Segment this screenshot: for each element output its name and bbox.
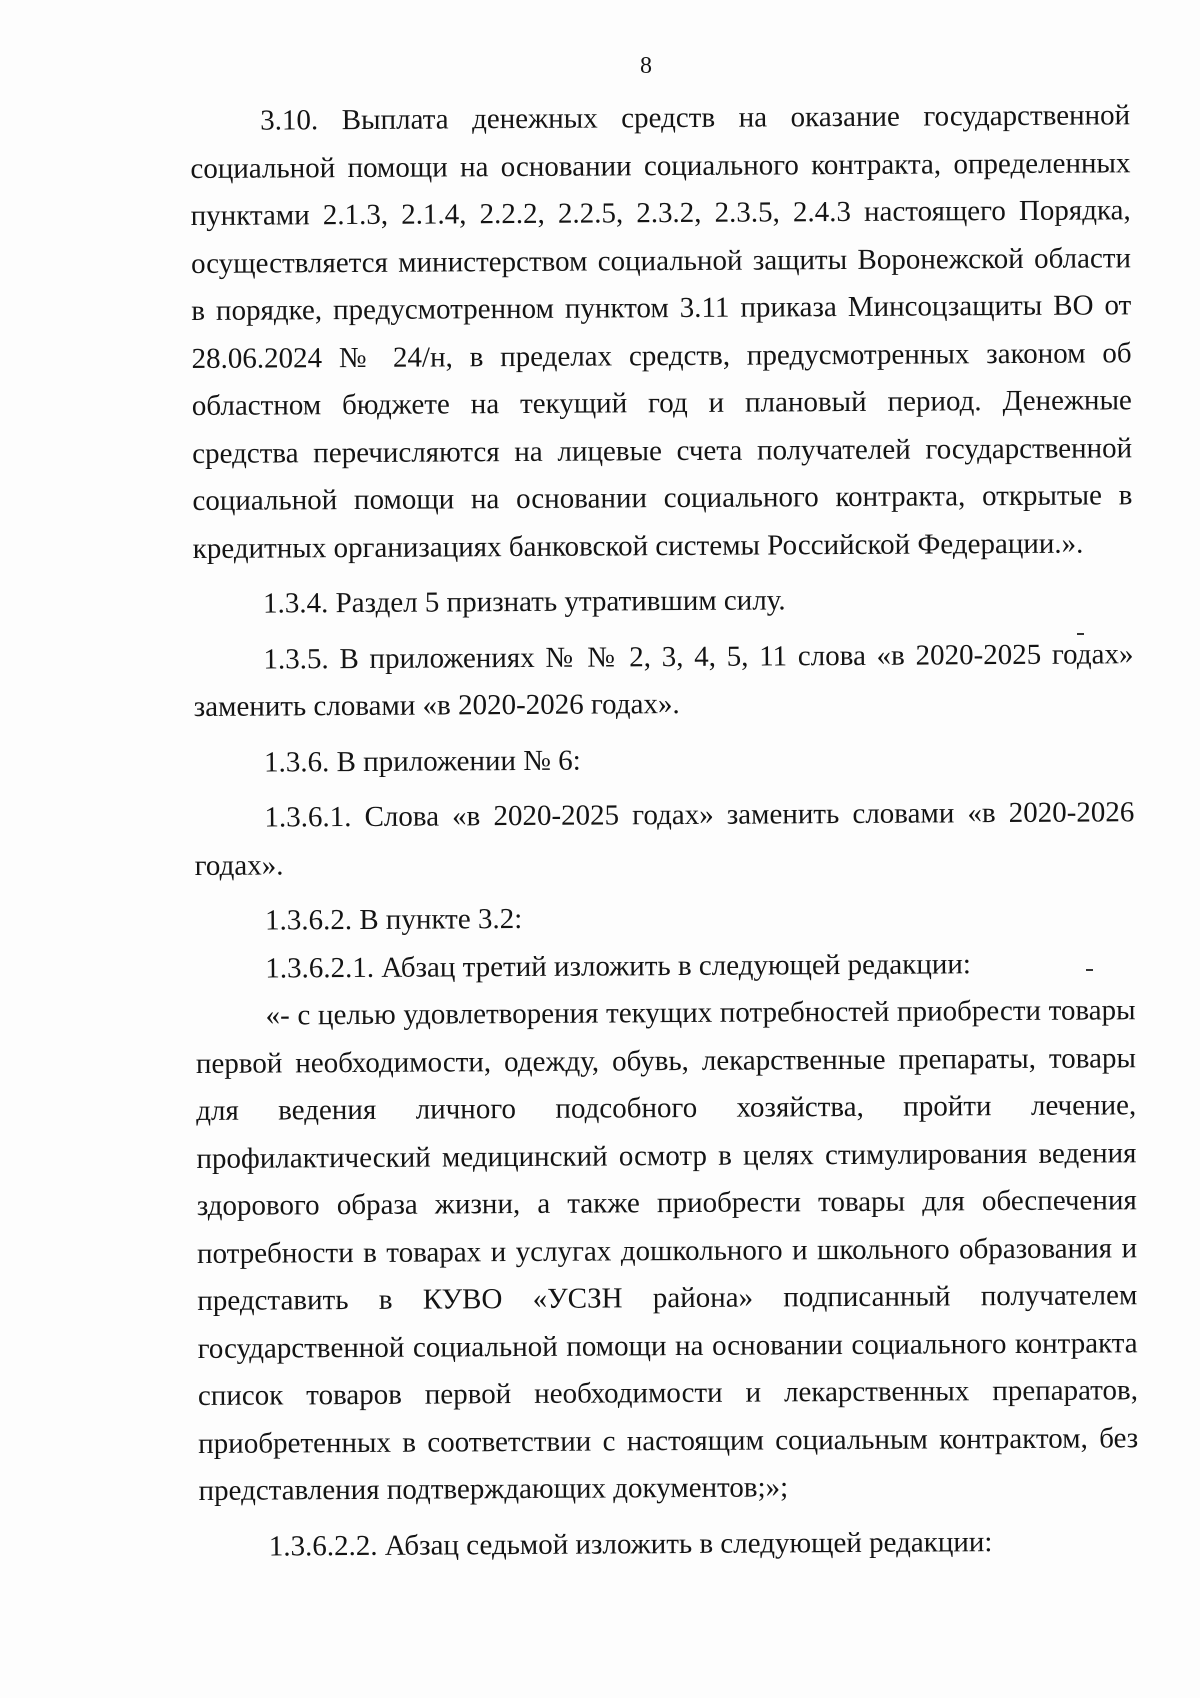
scan-mark <box>1077 633 1084 635</box>
scan-mark <box>1086 969 1093 971</box>
paragraph-1-3-6-1: 1.3.6.1. Слова «в 2020-2025 годах» заменить словами «в 2020-2026 годах». <box>194 796 1135 882</box>
paragraph-1-3-6-2: 1.3.6.2. В пункте 3.2: <box>264 902 523 937</box>
page-number: 8 <box>640 53 652 79</box>
paragraph-1-3-6-2-2: 1.3.6.2.2. Абзац седьмой изложить в следующей редакции: <box>268 1525 993 1563</box>
document-body <box>190 92 1139 1571</box>
paragraph-3-10: 3.10. Выплата денежных средств на оказание государственной социальной помощи на основании социального контракта, определенных пунктами 2.1.3, 2.1.4, 2.2.2, 2.2.5, 2.3.2, 2.3.5, 2.4.3 настоящего Порядка, осуществляется министерством социальной защиты Воронежской области в порядке, предусмотренном пунктом 3.11 приказа Минсоцзащиты ВО от 28.06.2024 № 24/н, в пределах средств, предусмотренных законом об областном бюджете на текущий год и плановый период. Денежные средства перечисляются на лицевые счета получателей государственной социальной помощи на основании социального контракта, открытые в кредитных организациях банковской системы Российской Федерации.». <box>190 99 1133 565</box>
paragraph-1-3-5: 1.3.5. В приложениях № № 2, 3, 4, 5, 11 слова «в 2020-2025 годах» заменить словами «в 2020-2026 годах». <box>193 637 1134 723</box>
paragraph-quoted-amendment: «- с целью удовлетворения текущих потребностей приобрести товары первой необходимости, одежду, обувь, лекарственные препараты, товары для ведения личного подсобного хозяйства, пройти лечение, профилактический медицинский осмотр в целях стимулирования ведения здорового образа жизни, а также приобрести товары для обеспечения потребности в товарах и услугах дошкольного и школьного образования и представить в КУВО «УСЗН района» подписанный получателем государственной социальной помощи на основании социального контракта список товаров первой необходимости и лекарственных препаратов, приобретенных в соответствии с настоящим социальным контрактом, без представления подтверждающих документов;»; <box>195 994 1139 1507</box>
paragraph-1-3-6: 1.3.6. В приложении № 6: <box>263 744 581 779</box>
paragraph-1-3-4: 1.3.4. Раздел 5 признать утратившим силу. <box>262 584 786 620</box>
paragraph-1-3-6-2-1: 1.3.6.2.1. Абзац третий изложить в следующей редакции: <box>265 947 972 985</box>
